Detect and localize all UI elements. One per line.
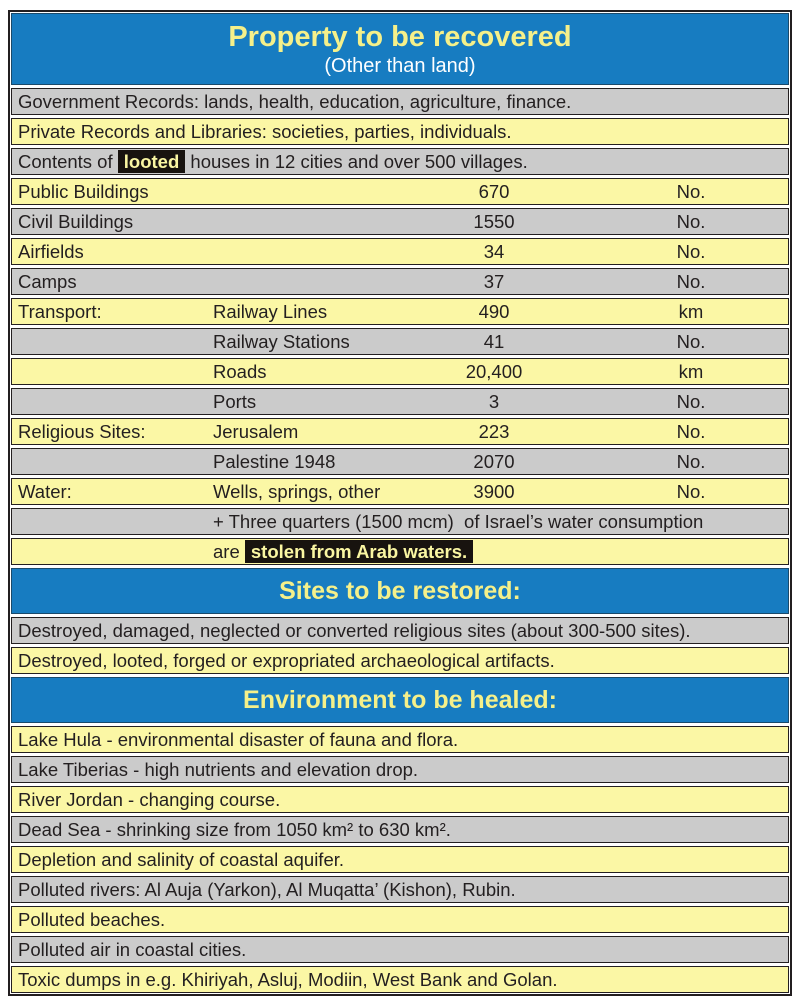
row-label: Civil Buildings	[18, 210, 134, 232]
row-value: 41	[483, 330, 505, 352]
table-row	[11, 617, 789, 644]
text-segment: Depletion and salinity of coastal aquifer.	[18, 848, 345, 870]
row-text	[12, 620, 788, 642]
section-header-sites	[11, 568, 789, 614]
row-value: 223	[478, 420, 510, 442]
row-sublabel: Ports	[213, 390, 257, 412]
text-segment: Polluted rivers: Al Auja (Yarkon), Al Muqatta’ (Kishon), Rubin.	[18, 878, 516, 900]
row-unit: km	[678, 360, 704, 382]
table-row	[11, 298, 789, 325]
row-text	[12, 909, 788, 931]
property-header-title: Property to be recovered	[228, 21, 572, 53]
table-row	[11, 538, 789, 565]
text-segment: houses in 12 cities and over 500 villages.	[185, 150, 528, 172]
section-header-environment	[11, 677, 789, 723]
row-text	[12, 789, 788, 811]
text-segment: Contents of	[18, 150, 118, 172]
row-sublabel: Railway Stations	[213, 330, 350, 352]
row-label: Camps	[18, 270, 77, 292]
text-segment: River Jordan - changing course.	[18, 788, 281, 810]
row-text	[12, 729, 788, 751]
table-row	[11, 118, 789, 145]
table-row	[11, 478, 789, 505]
table-row	[11, 178, 789, 205]
table-row	[11, 328, 789, 355]
row-text	[12, 879, 788, 901]
table-row	[11, 906, 789, 933]
row-label: Airfields	[18, 240, 84, 262]
environment-header-title: Environment to be healed:	[243, 685, 557, 714]
row-value: 670	[478, 180, 510, 202]
row-text	[12, 151, 788, 173]
row-unit: No.	[676, 450, 706, 472]
text-segment: Polluted air in coastal cities.	[18, 938, 247, 960]
row-sublabel: Roads	[213, 360, 267, 382]
text-segment: + Three quarters (1500 mcm) of Israel’s water consumption	[213, 510, 704, 532]
table-row	[11, 238, 789, 265]
row-text	[12, 819, 788, 841]
row-value: 34	[483, 240, 505, 262]
sites-header-title: Sites to be restored:	[279, 576, 521, 605]
row-value: 1550	[473, 210, 515, 232]
table-row	[11, 448, 789, 475]
text-segment: Lake Tiberias - high nutrients and elevation drop.	[18, 758, 419, 780]
row-unit: No.	[676, 210, 706, 232]
row-text	[213, 541, 788, 563]
text-segment: Destroyed, damaged, neglected or converted religious sites (about 300-500 sites).	[18, 619, 691, 641]
row-text	[12, 91, 788, 113]
property-header-subtitle: (Other than land)	[324, 55, 476, 77]
table-row	[11, 936, 789, 963]
table-row	[11, 756, 789, 783]
row-text	[12, 121, 788, 143]
section-header-property	[11, 13, 789, 85]
text-segment: Private Records and Libraries: societies, parties, individuals.	[18, 120, 512, 142]
text-segment: Destroyed, looted, forged or expropriated archaeological artifacts.	[18, 649, 555, 671]
text-segment: Lake Hula - environmental disaster of fauna and flora.	[18, 728, 459, 750]
row-text	[12, 969, 788, 991]
row-label: Transport:	[18, 300, 102, 322]
report-table	[8, 10, 792, 996]
row-value: 2070	[473, 450, 515, 472]
row-unit: No.	[676, 390, 706, 412]
table-row	[11, 726, 789, 753]
table-row	[11, 647, 789, 674]
row-value: 3900	[473, 480, 515, 502]
row-value: 37	[483, 270, 505, 292]
row-unit: No.	[676, 420, 706, 442]
table-row	[11, 268, 789, 295]
row-value: 3	[488, 390, 500, 412]
row-text	[213, 511, 788, 533]
row-text	[12, 650, 788, 672]
row-sublabel: Jerusalem	[213, 420, 299, 442]
row-unit: No.	[676, 180, 706, 202]
row-label: Water:	[18, 480, 72, 502]
table-row	[11, 208, 789, 235]
row-sublabel: Railway Lines	[213, 300, 328, 322]
text-segment: Toxic dumps in e.g. Khiriyah, Asluj, Modiin, West Bank and Golan.	[18, 968, 558, 990]
table-row	[11, 88, 789, 115]
row-unit: No.	[676, 240, 706, 262]
row-unit: No.	[676, 270, 706, 292]
text-segment: Dead Sea - shrinking size from 1050 km² to 630 km².	[18, 818, 451, 840]
table-row	[11, 816, 789, 843]
table-row	[11, 786, 789, 813]
row-unit: No.	[676, 330, 706, 352]
highlight-badge: stolen from Arab waters.	[245, 540, 473, 563]
highlight-badge: looted	[118, 150, 186, 173]
row-value: 20,400	[465, 360, 523, 382]
table-row	[11, 148, 789, 175]
table-row	[11, 846, 789, 873]
row-value: 490	[478, 300, 510, 322]
row-sublabel: Wells, springs, other	[213, 480, 381, 502]
row-text	[12, 939, 788, 961]
table-row	[11, 508, 789, 535]
row-sublabel: Palestine 1948	[213, 450, 336, 472]
text-segment: Polluted beaches.	[18, 908, 166, 930]
text-segment: are	[213, 540, 245, 562]
row-label: Religious Sites:	[18, 420, 146, 442]
row-label: Public Buildings	[18, 180, 149, 202]
row-unit: km	[678, 300, 704, 322]
text-segment: Government Records: lands, health, education, agriculture, finance.	[18, 90, 572, 112]
table-row	[11, 876, 789, 903]
row-text	[12, 759, 788, 781]
table-row	[11, 358, 789, 385]
table-row	[11, 388, 789, 415]
row-unit: No.	[676, 480, 706, 502]
table-row	[11, 966, 789, 993]
table-row	[11, 418, 789, 445]
row-text	[12, 849, 788, 871]
